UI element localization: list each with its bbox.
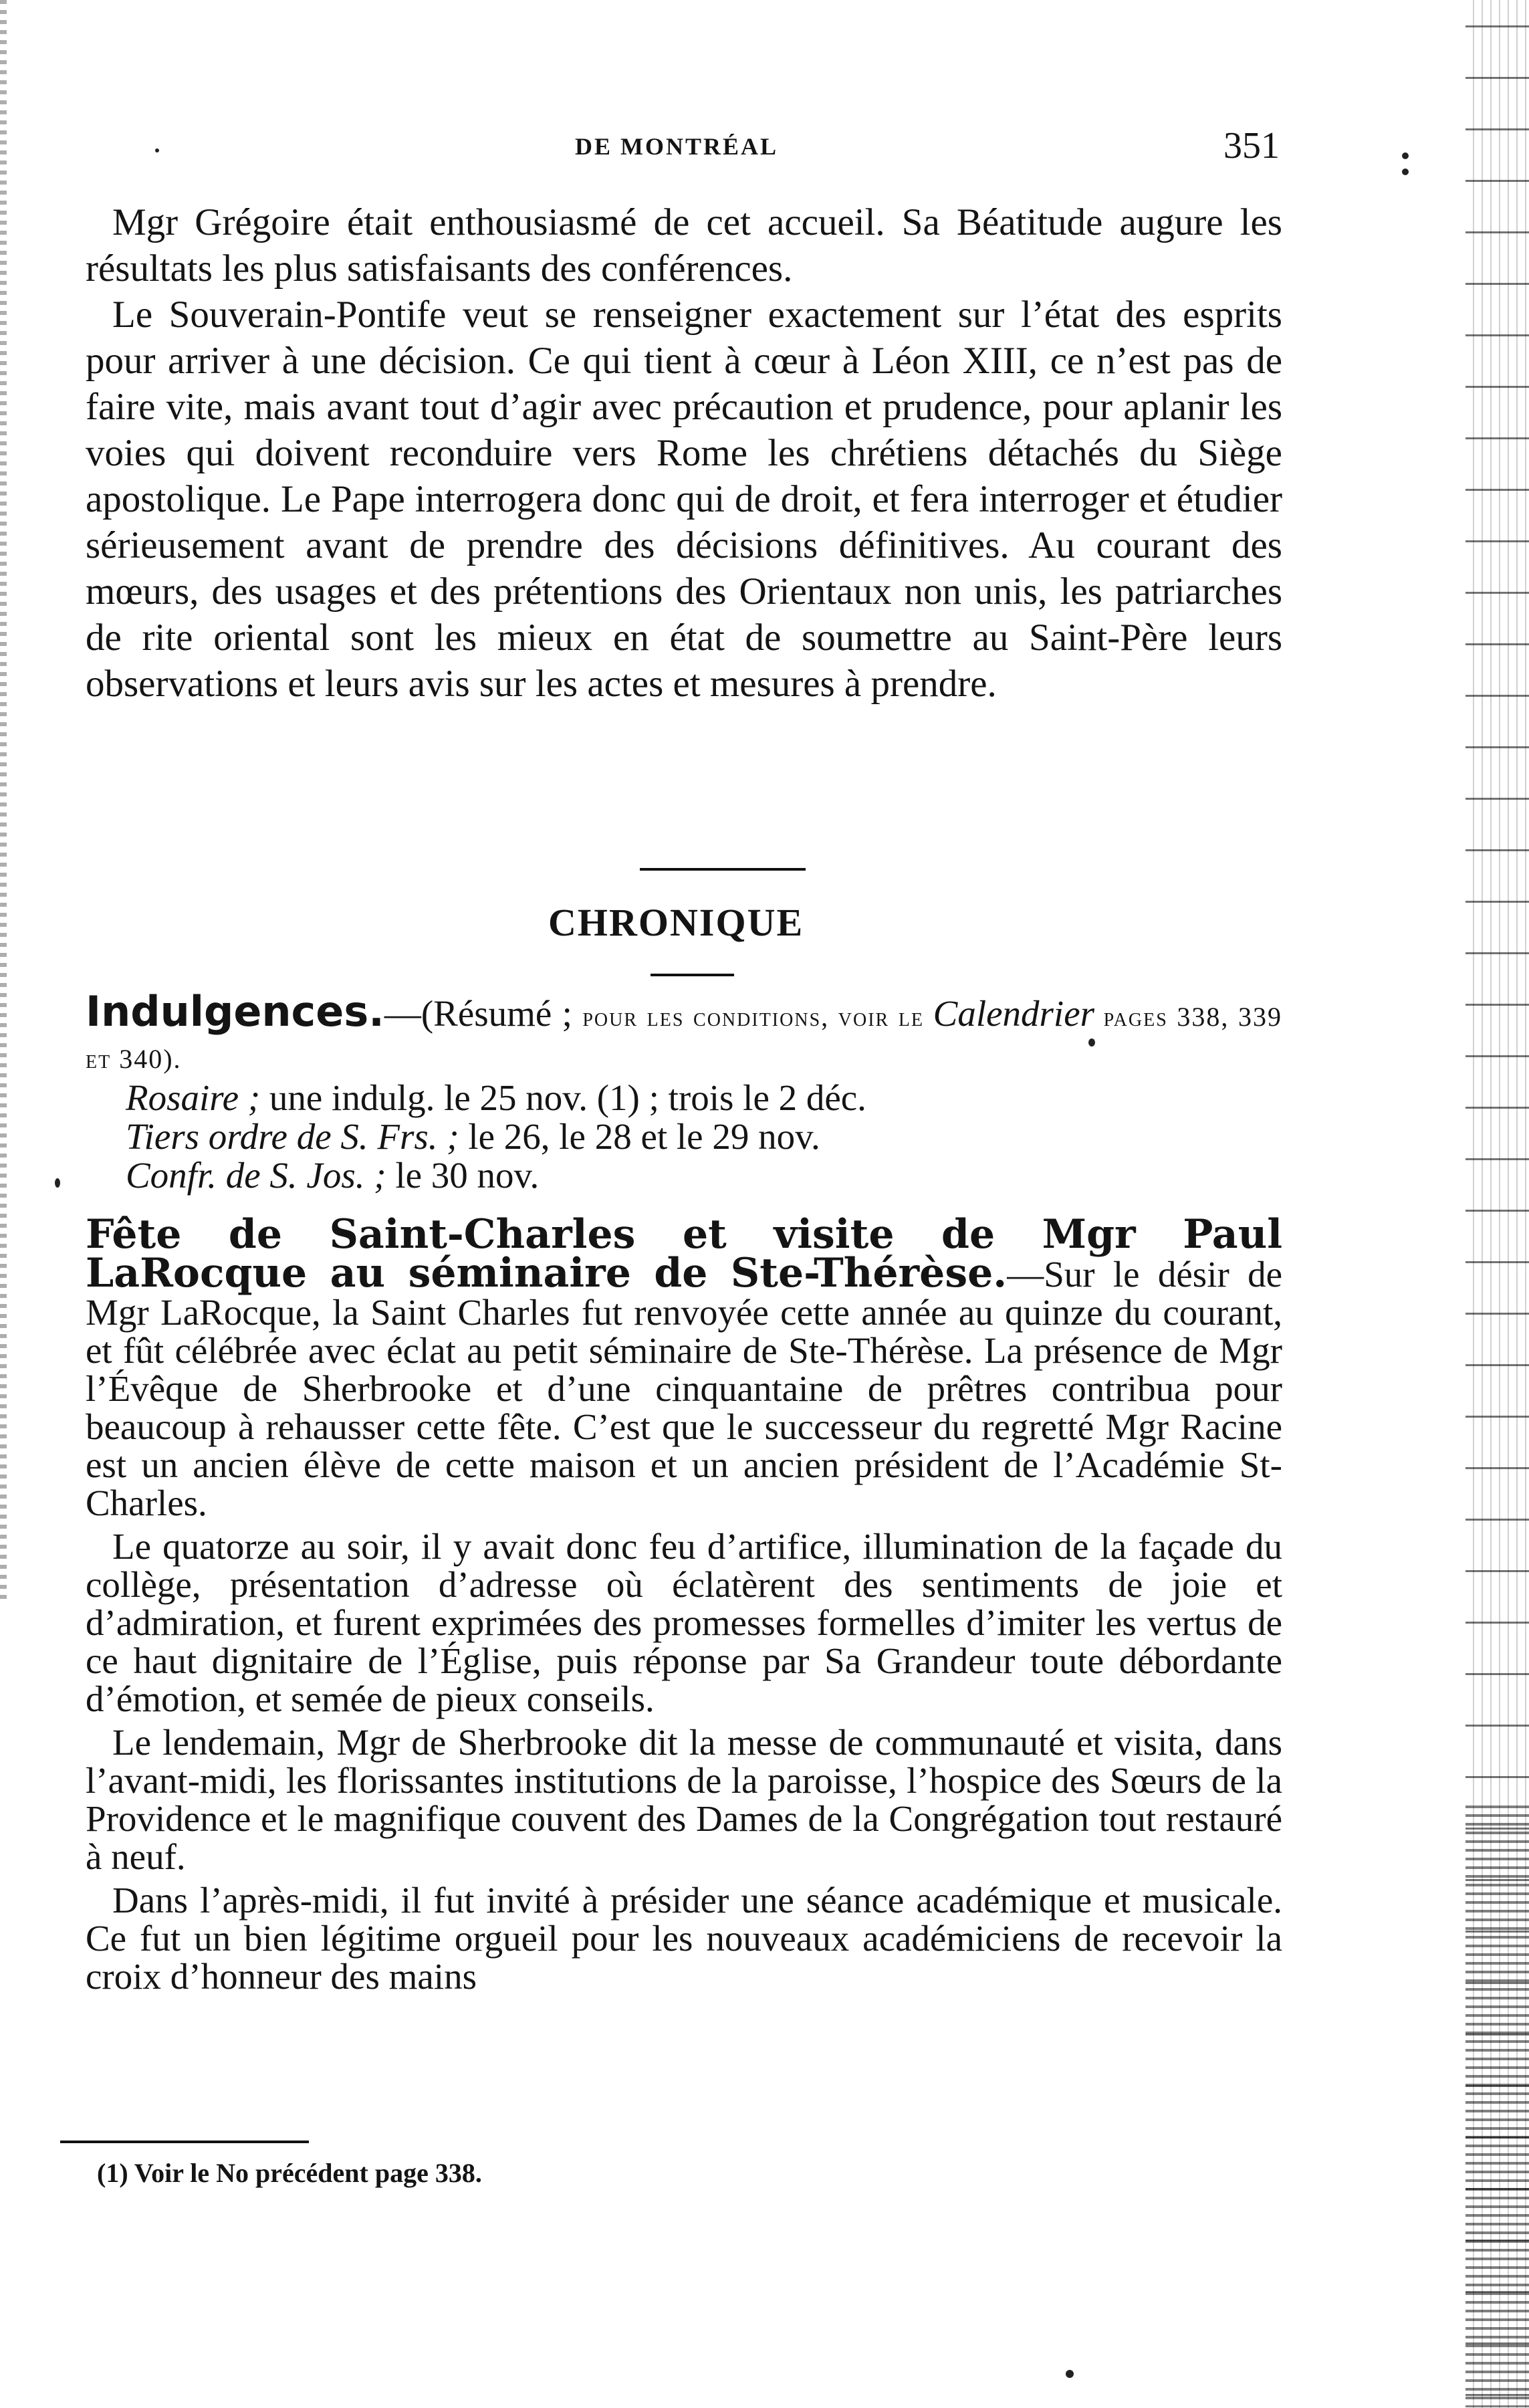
running-head: DE MONTRÉAL: [575, 133, 779, 160]
paragraph: Mgr Grégoire était enthousiasmé de cet accueil. Sa Béatitude augure les résultats les plus satisfaisants des conférences.: [86, 201, 1282, 290]
paragraph: Le Souverain-Pontife veut se renseigner exactement sur l’état des esprits pour arriver à une décision. Ce qui tient à cœur à Léon XIII, ce n’est pas de faire vite, mais avant tout d’agir avec précaution et prudence, pour aplanir les voies qui doivent reconduire vers Rome les chrétiens détachés du Siège apostolique. Le Pape interrogera donc qui de droit, et fera interroger et étudier sérieusement avant de prendre des décisions définitives. Au courant des mœurs, des usages et des prétentions des Orientaux non unis, les patriarches de rite oriental sont les mieux en état de soumettre au Saint-Père leurs observations et leurs avis sur les actes et mesures à prendre.: [86, 294, 1282, 705]
scan-speck: [1066, 2370, 1074, 2378]
footnote: (1) Voir le No précédent page 338.: [97, 2158, 482, 2188]
scan-speck: [1402, 152, 1409, 159]
indulgences-entry: [86, 987, 1282, 1196]
item-text: le 30 nov.: [386, 1155, 540, 1196]
item-text: une indulg. le 25 nov. (1) ; trois le 2 déc.: [260, 1077, 866, 1118]
entry-text: Calendrier: [933, 993, 1095, 1034]
entry-heading: Indulgences.: [86, 987, 384, 1036]
section-title: CHRONIQUE: [548, 901, 804, 944]
paragraph: Dans l’après-midi, il fut invité à présider une séance académique et musicale. Ce fut un bien légitime orgueil pour les nouveaux académiciens de recevoir la croix d’honneur des mains: [86, 1880, 1282, 1997]
item-text: le 26, le 28 et le 29 nov.: [459, 1116, 820, 1157]
scan-speck: [155, 148, 159, 152]
paragraph: —Sur le désir de Mgr LaRocque, la Saint Charles fut renvoyée cette année au quinze du courant, et fût célébrée avec éclat au petit séminaire de Ste-Thérèse. La présence de Mgr l’Évêque de Sherbrooke et d’une cinquantaine de prêtres contribua pour beaucoup à rehausser cette fête. C’est que le successeur du regretté Mgr Racine est un ancien élève de cette maison et un ancien président de l’Académie St-Charles.: [86, 1254, 1283, 1523]
entry-text: pages 338, 339 et 340).: [86, 1002, 1282, 1074]
item-label: Tiers ordre de S. Frs. ;: [126, 1116, 459, 1157]
indulgence-item: [86, 1156, 1282, 1195]
scan-edge-right: [1465, 0, 1529, 2408]
entry-text: —(Résumé ;: [384, 993, 583, 1034]
item-label: Rosaire ;: [126, 1077, 261, 1118]
paragraph: Le lendemain, Mgr de Sherbrooke dit la messe de communauté et visita, dans l’avant-midi, les florissantes institutions de la paroisse, l’hospice des Sœurs de la Providence et le magnifique couvent des Dames de la Congrégation tout restauré à neuf.: [86, 1722, 1282, 1877]
scan-speck: [55, 1178, 60, 1188]
separator-rule: [640, 868, 806, 871]
footnote-rule: [60, 2141, 309, 2143]
indulgence-item: [86, 1079, 1282, 1117]
scan-speck: [1402, 169, 1409, 175]
scan-edge-left: [0, 0, 7, 1605]
item-label: Confr. de S. Jos. ;: [126, 1155, 386, 1196]
indulgence-item: [86, 1117, 1282, 1156]
entry-heading: Fête de Saint-Charles et visite de Mgr Paul LaRocque au séminaire de Ste-Thérèse.: [86, 1211, 1282, 1297]
separator-rule: [651, 974, 734, 976]
page-number: 351: [1223, 125, 1280, 167]
fete-entry: [86, 1211, 1283, 1997]
body-text: [86, 199, 1282, 707]
entry-text: pour les conditions, voir le: [582, 1002, 933, 1032]
paragraph: Le quatorze au soir, il y avait donc feu d’artifice, illumination de la façade du collège, présentation d’adresse où éclatèrent des sentiments de joie et d’admiration, et furent exprimées des promesses formelles d’imiter les vertus de ce haut dignitaire de l’Église, puis réponse par Sa Grandeur toute débordante d’émotion, et semée de pieux conseils.: [86, 1526, 1282, 1719]
